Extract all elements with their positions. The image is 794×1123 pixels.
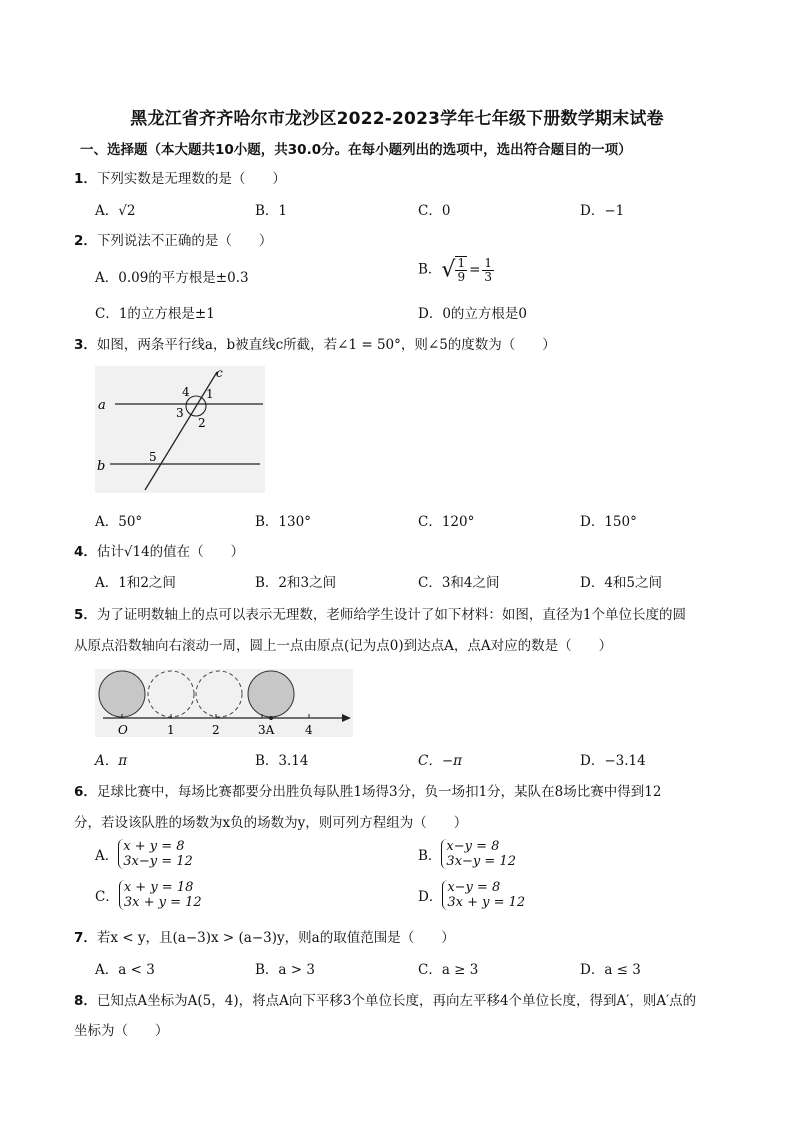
equation: x−y = 8 <box>447 880 501 895</box>
question-number: 5． <box>74 607 97 623</box>
question-6 <box>74 780 661 800</box>
axis-label-1: 1 <box>167 723 175 737</box>
angle-label-5: 5 <box>149 450 157 464</box>
start-circle <box>99 671 145 717</box>
question-3 <box>74 333 556 353</box>
question-number: 1． <box>74 171 97 187</box>
option-d: D．0的立方根是0 <box>418 306 528 322</box>
page-title: 黑龙江省齐齐哈尔市龙沙区2022-2023学年七年级下册数学期末试卷 <box>130 109 664 129</box>
option-d: D．150° <box>580 514 637 530</box>
option-d: D．−3.14 <box>580 753 646 769</box>
axis-label-3a: 3A <box>258 723 275 737</box>
question-8 <box>74 989 696 1009</box>
end-circle <box>248 671 294 717</box>
angle-label-2: 2 <box>198 416 206 430</box>
angle-label-4: 4 <box>182 385 190 399</box>
sqrt-icon: √ <box>441 257 456 283</box>
question-text: 为了证明数轴上的点可以表示无理数，老师给学生设计了如下材料：如图，直径为1个单位长度的圆 <box>96 607 686 623</box>
axis-label-2: 2 <box>212 723 220 737</box>
question-number: 3． <box>74 337 97 353</box>
option-c: C．1的立方根是±1 <box>95 306 215 322</box>
question-number: 4． <box>74 544 97 560</box>
equation: 3x + y = 12 <box>123 895 202 910</box>
angle-label-3: 3 <box>176 406 184 420</box>
question-text: 如图，两条平行线a，b被直线c所截，若∠1 = 50°，则∠5的度数为（ ） <box>96 337 556 353</box>
option-c: C．0 <box>418 203 451 219</box>
option-c: C．3和4之间 <box>418 575 500 591</box>
equation-system <box>442 880 525 910</box>
question-8-line-2: 坐标为（ ） <box>74 1023 169 1039</box>
question-number: 6． <box>74 784 97 800</box>
option-b: B．1 <box>255 203 288 219</box>
question-text: 已知点A坐标为A(5，4)，将点A向下平移3个单位长度，再向左平移4个单位长度，得到A′，则A′点的 <box>96 993 697 1009</box>
option-b <box>418 256 494 284</box>
equation: x−y = 8 <box>446 839 500 854</box>
option-b <box>418 839 516 869</box>
option-c: C．120° <box>418 514 475 530</box>
option-label: D． <box>418 889 443 905</box>
question-5-line-2: 从原点沿数轴向右滚动一周，圆上一点由原点(记为点0)到达点A，点A对应的数是（ ） <box>74 638 613 654</box>
equation: 3x−y = 12 <box>123 854 193 869</box>
option-label: A． <box>95 848 119 864</box>
question-4 <box>74 540 244 560</box>
question-number: 8． <box>74 993 97 1009</box>
question-5 <box>74 603 686 623</box>
option-label: C． <box>95 889 119 905</box>
question-2 <box>74 229 272 249</box>
option-b: B．a > 3 <box>255 962 315 978</box>
option-label: B． <box>418 848 442 864</box>
option-a: A．1和2之间 <box>95 575 176 591</box>
equation: x + y = 18 <box>123 880 194 895</box>
question-text: 下列实数是无理数的是（ ） <box>96 171 286 187</box>
angle-label-1: 1 <box>206 387 214 401</box>
equation-system <box>441 839 516 869</box>
equation-system <box>118 839 193 869</box>
question-1 <box>74 167 286 187</box>
option-b: B．3.14 <box>255 753 309 769</box>
option-a: A．√2 <box>95 203 136 219</box>
question-text: 若x < y，且(a−3)x > (a−3)y，则a的取值范围是（ ） <box>96 930 455 946</box>
fraction-denominator: 9 <box>457 270 466 284</box>
question-number: 2． <box>74 233 97 249</box>
equation: x + y = 8 <box>123 839 185 854</box>
section-heading: 一、选择题（本大题共10小题，共30.0分。在每小题列出的选项中，选出符合题目的一项） <box>80 142 632 158</box>
question-7 <box>74 926 455 946</box>
equals-sign: = <box>469 262 481 278</box>
fraction-numerator: 1 <box>484 255 493 270</box>
equation: 3x−y = 12 <box>446 854 516 869</box>
option-a: A．a < 3 <box>95 962 155 978</box>
parallel-lines-figure <box>95 366 265 493</box>
equation: 3x + y = 12 <box>447 895 526 910</box>
option-d: D．a ≤ 3 <box>580 962 641 978</box>
equation-system <box>119 880 202 910</box>
fraction-numerator: 1 <box>457 256 466 270</box>
label-a: a <box>98 398 106 413</box>
option-d: D．−1 <box>580 203 625 219</box>
option-b: B．2和3之间 <box>255 575 337 591</box>
axis-label-4: 4 <box>305 723 313 737</box>
axis-label-origin: O <box>118 723 128 737</box>
label-b: b <box>97 459 106 474</box>
option-a <box>95 839 193 869</box>
question-6-line-2: 分，若设该队胜的场数为x负的场数为y，则可列方程组为（ ） <box>74 815 468 831</box>
option-a: A．0.09的平方根是±0.3 <box>95 270 249 286</box>
option-c: C．a ≥ 3 <box>418 962 479 978</box>
question-number: 7． <box>74 930 97 946</box>
point-a <box>269 716 273 720</box>
option-d: D．4和5之间 <box>580 575 663 591</box>
question-text: 下列说法不正确的是（ ） <box>96 233 273 249</box>
option-label: B． <box>418 261 442 278</box>
fraction-denominator: 3 <box>484 269 493 284</box>
option-a: A．50° <box>95 514 143 530</box>
label-c: c <box>216 366 223 380</box>
question-text: 足球比赛中，每场比赛都要分出胜负每队胜1场得3分，负一场扣1分，某队在8场比赛中得到12 <box>96 784 662 800</box>
rolling-circle-figure <box>95 669 353 737</box>
option-d <box>418 880 525 910</box>
option-b: B．130° <box>255 514 311 530</box>
option-c <box>95 880 202 910</box>
option-c: C．−π <box>418 753 463 769</box>
question-text: 估计√14的值在（ ） <box>96 544 245 560</box>
option-a: A．π <box>95 753 128 769</box>
